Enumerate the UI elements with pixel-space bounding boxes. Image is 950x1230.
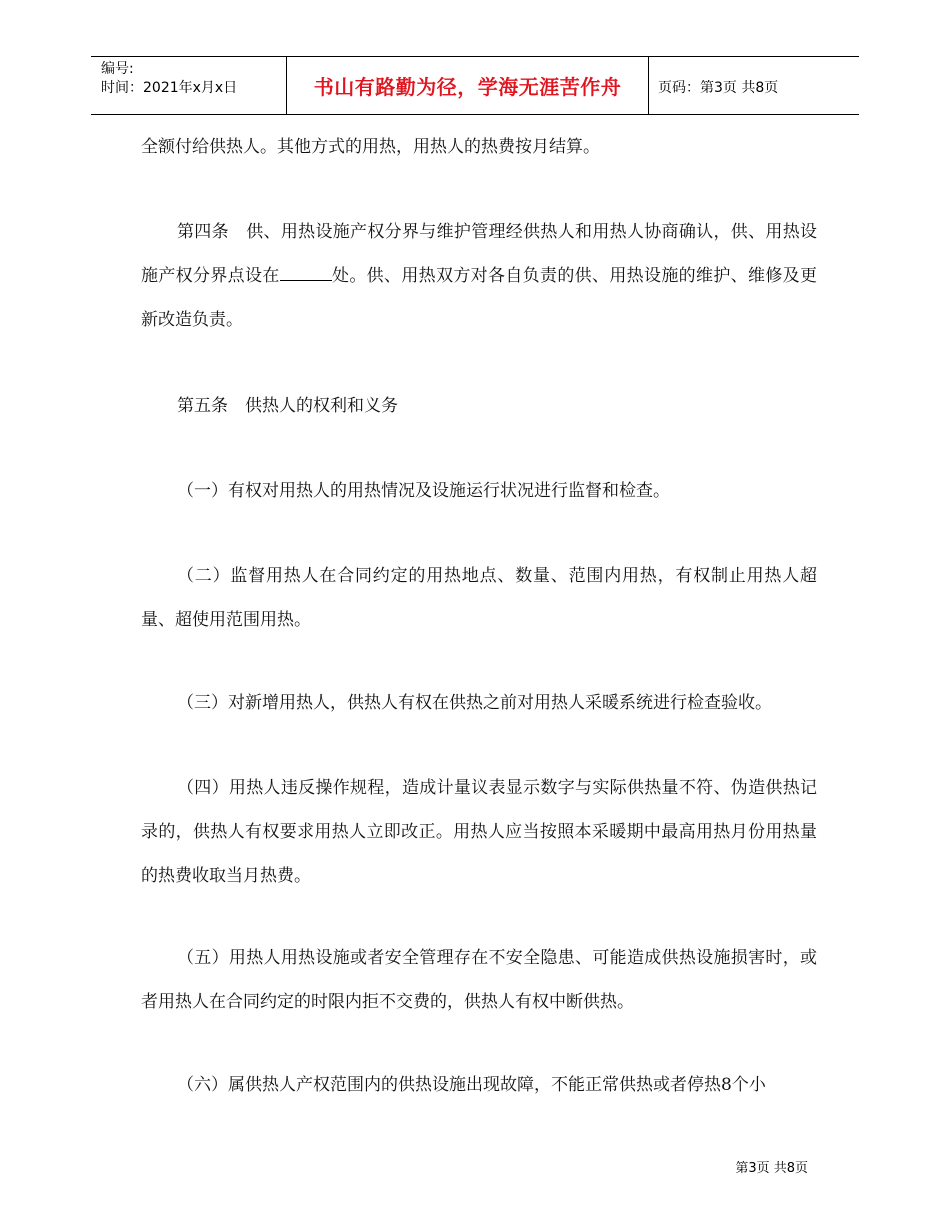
- paragraph: 全额付给供热人。其他方式的用热，用热人的热费按月结算。: [141, 137, 600, 157]
- header-motto: 书山有路勤为径，学海无涯苦作舟: [313, 75, 622, 99]
- article-4-text-end: 处。供、用热双方对各自负责的供、用热设施的维护、维修及更新改造负责。: [141, 266, 818, 330]
- article-4-text-start: 第四条 供、用热设施产权分界与维护管理经供热人和用热人协商确认，供、用热设施产权分界点设在: [141, 222, 817, 286]
- fill-in-blank: [280, 266, 332, 281]
- clause-6: （六）属供热人产权范围内的供热设施出现故障，不能正常供热或者停热8个小: [177, 1075, 766, 1095]
- page-header: [91, 56, 859, 115]
- clause-4: （四）用热人违反操作规程，造成计量议表显示数字与实际供热量不符、伪造供热记录的，供热人有权要求用热人立即改正。用热人应当按照本采暖期中最高用热月份用热量的热费收取当月热费。: [141, 778, 817, 886]
- clause-1: （一）有权对用热人的用热情况及设施运行状况进行监督和检查。: [177, 481, 670, 501]
- header-page-number: 页码：第3页 共8页: [658, 80, 779, 96]
- clause-2: （二）监督用热人在合同约定的用热地点、数量、范围内用热，有权制止用热人超量、超使用范围用热。: [141, 566, 817, 630]
- article-4-paragraph: [141, 210, 817, 342]
- page-footer: 第3页 共8页: [735, 1161, 808, 1176]
- clause-3: （三）对新增用热人，供热人有权在供热之前对用热人采暖系统进行检查验收。: [177, 693, 772, 713]
- clause-5: （五）用热人用热设施或者安全管理存在不安全隐患、可能造成供热设施损害时，或者用热人在合同约定的时限内拒不交费的，供热人有权中断供热。: [141, 948, 817, 1012]
- document-number-label: 编号:: [101, 61, 134, 77]
- document-date-label: 时间：2021年x月x日: [101, 80, 238, 96]
- article-5-heading: 第五条 供热人的权利和义务: [177, 396, 398, 416]
- header-divider: [648, 57, 649, 115]
- header-meta: [101, 60, 237, 98]
